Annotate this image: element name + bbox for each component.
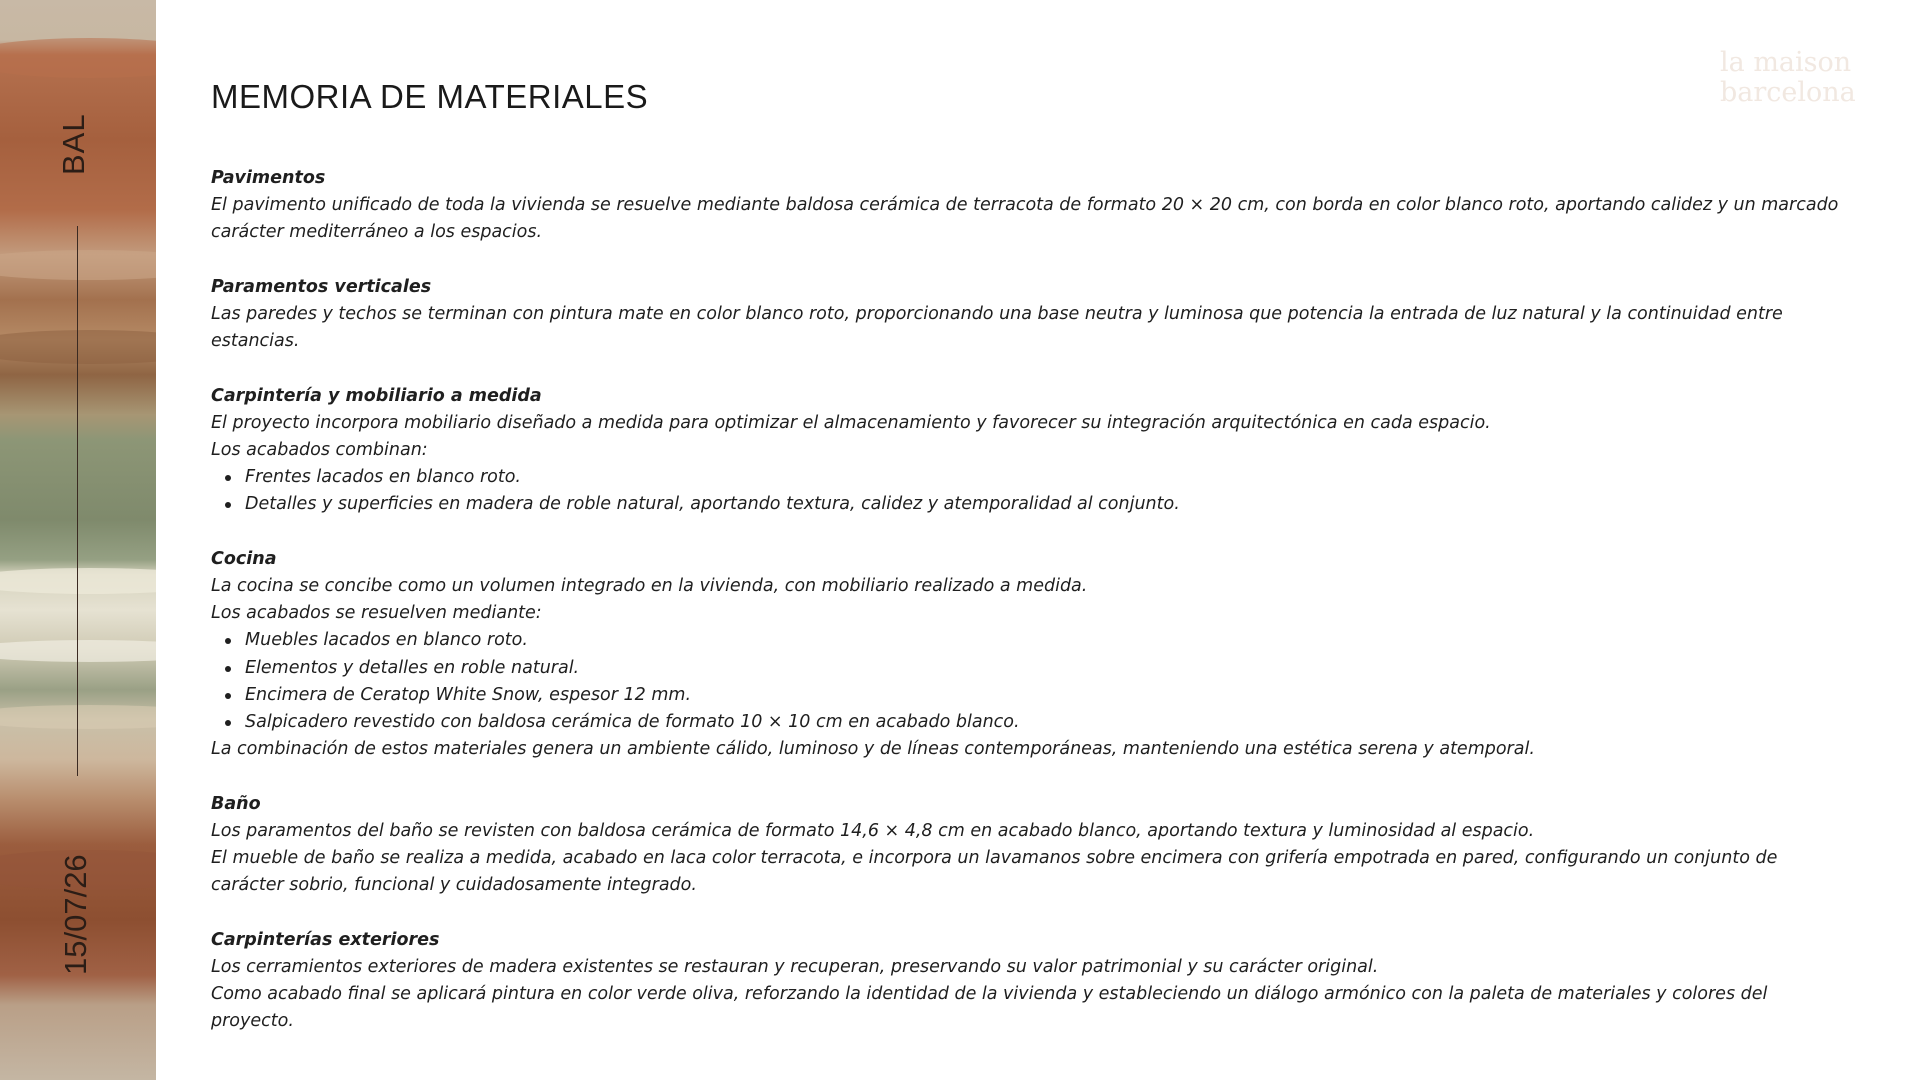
section-paramentos-verticales (211, 274, 1851, 356)
section-heading: Carpinterías exteriores (211, 929, 440, 950)
section-heading: Baño (211, 793, 261, 814)
page-title: MEMORIA DE MATERIALES (211, 78, 649, 115)
section-paragraph: El pavimento unificado de toda la vivienda se resuelve mediante baldosa cerámica de terracota de formato 20 × 20 cm, con borda en color blanco roto, aportando calidez y un marcado carácter mediterráneo a los espacios. (211, 195, 1839, 243)
section-heading: Cocina (211, 548, 277, 569)
list-item: Detalles y superficies en madera de roble natural, aportando textura, calidez y atemporalidad al conjunto. (211, 491, 1851, 518)
section-closing: La combinación de estos materiales genera un ambiente cálido, luminoso y de líneas contemporáneas, manteniendo una estética serena y atemporal. (211, 739, 1535, 760)
project-code: BAL (56, 113, 91, 175)
logo-line-2: barcelona (1720, 77, 1856, 108)
logo-line-1: la maison (1720, 47, 1852, 78)
section-carpinteria-mobiliario (211, 383, 1851, 519)
list-item: Muebles lacados en blanco roto. (211, 627, 1851, 654)
section-paragraph: Los acabados se resuelven mediante: (211, 603, 542, 624)
list-item: Encimera de Ceratop White Snow, espesor 12 mm. (211, 682, 1851, 709)
section-bano (211, 791, 1851, 900)
section-pavimentos (211, 165, 1851, 247)
section-heading: Pavimentos (211, 168, 326, 188)
paint-swatch-strip (0, 0, 156, 1080)
section-carpinterias-exteriores (211, 927, 1851, 1036)
bullet-list (211, 627, 1851, 736)
section-paragraph: Los paramentos del baño se revisten con baldosa cerámica de formato 14,6 × 4,8 cm en acabado blanco, aportando textura y luminosidad al espacio. (211, 820, 1535, 841)
section-paragraph: El proyecto incorpora mobiliario diseñado a medida para optimizar el almacenamiento y favorecer su integración arquitectónica en cada espacio. (211, 412, 1491, 433)
strip-divider-line (77, 226, 78, 776)
section-heading: Paramentos verticales (211, 276, 432, 297)
list-item: Elementos y detalles en roble natural. (211, 655, 1851, 682)
section-paragraph: Los cerramientos exteriores de madera existentes se restauran y recuperan, preservando su valor patrimonial y su carácter original. (211, 956, 1379, 977)
document-date: 15/07/26 (58, 854, 93, 975)
section-paragraph: Como acabado final se aplicará pintura en color verde oliva, reforzando la identidad de la vivienda y estableciendo un diálogo armónico con la paleta de materiales y colores del proyecto. (211, 984, 1768, 1032)
section-paragraph: La cocina se concibe como un volumen integrado en la vivienda, con mobiliario realizado a medida. (211, 576, 1088, 596)
section-paragraph: El mueble de baño se realiza a medida, acabado en laca color terracota, e incorpora un lavamanos sobre encimera con grifería empotrada en pared, configurando un conjunto de carácter sobrio, funcional y cuidadosamente integrado. (211, 848, 1778, 896)
bullet-list (211, 464, 1851, 518)
list-item: Frentes lacados en blanco roto. (211, 464, 1851, 491)
section-heading: Carpintería y mobiliario a medida (211, 385, 542, 406)
section-paragraph: Las paredes y techos se terminan con pintura mate en color blanco roto, proporcionando una base neutra y luminosa que potencia la entrada de luz natural y la continuidad entre estancias. (211, 304, 1783, 352)
materials-content (211, 165, 1851, 1063)
brand-logo (1720, 48, 1880, 108)
section-paragraph: Los acabados combinan: (211, 440, 428, 460)
list-item: Salpicadero revestido con baldosa cerámica de formato 10 × 10 cm en acabado blanco. (211, 709, 1851, 736)
section-cocina (211, 546, 1851, 764)
